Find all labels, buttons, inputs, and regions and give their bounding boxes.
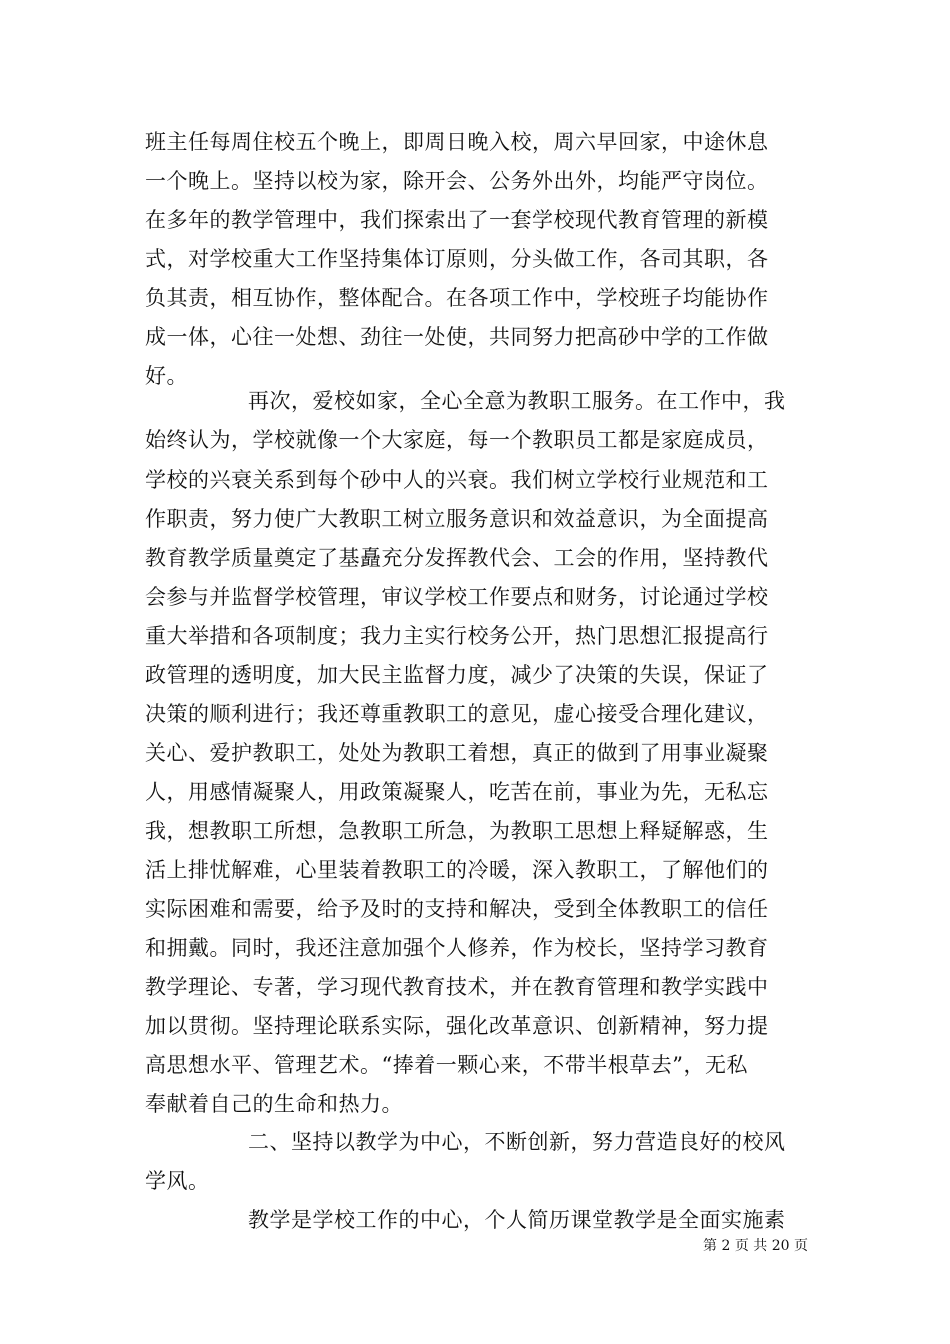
text-line: 决策的顺利进行；我还尊重教职工的意见，虚心接受合理化建议， [145,702,769,726]
text-line: 在多年的教学管理中，我们探索出了一套学校现代教育管理的新模 [145,208,769,232]
text-line: 教育教学质量奠定了基矗充分发挥教代会、工会的作用，坚持教代 [145,546,769,570]
text-line: 奉献着自己的生命和热力。 [145,1092,403,1116]
text-line: 始终认为，学校就像一个大家庭，每一个教职员工都是家庭成员， [145,428,769,452]
paragraph-start-line: 再次，爱校如家，全心全意为教职工服务。在工作中，我 [248,389,786,413]
text-line: 负其责，相互协作，整体配合。在各项工作中，学校班子均能协作 [145,286,769,310]
text-line: 会参与并监督学校管理，审议学校工作要点和财务，讨论通过学校 [145,585,769,609]
text-line: 班主任每周住校五个晚上，即周日晚入校，周六早回家，中途休息 [145,130,769,154]
text-line: 高思想水平、管理艺术。“捧着一颗心来，不带半根草去”，无私 [145,1053,748,1077]
text-line: 我，想教职工所想，急教职工所急，为教职工思想上释疑解惑，生 [145,819,769,843]
text-line: 作职责，努力使广大教职工树立服务意识和效益意识，为全面提高 [145,507,769,531]
text-line: 一个晚上。坚持以校为家，除开会、公务外出外，均能严守岗位。 [145,169,769,193]
text-line: 和拥戴。同时，我还注意加强个人修养，作为校长，坚持学习教育 [145,936,769,960]
text-line: 教学理论、专著，学习现代教育技术，并在教育管理和教学实践中 [145,975,769,999]
text-line: 实际困难和需要，给予及时的支持和解决，受到全体教职工的信任 [145,897,769,921]
text-line: 重大举措和各项制度；我力主实行校务公开，热门思想汇报提高行 [145,624,769,648]
text-line: 加以贯彻。坚持理论联系实际，强化改革意识、创新精神，努力提 [145,1014,769,1038]
section-heading-line: 学风。 [145,1169,210,1193]
text-line: 政管理的透明度，加大民主监督力度，减少了决策的失误，保证了 [145,663,769,687]
text-line: 成一体，心往一处想、劲往一处使，共同努力把高砂中学的工作做 [145,325,769,349]
text-line: 关心、爱护教职工，处处为教职工着想，真正的做到了用事业凝聚 [145,741,769,765]
text-line: 学校的兴衰关系到每个砂中人的兴衰。我们树立学校行业规范和工 [145,468,769,492]
text-line: 好。 [145,364,188,388]
text-line: 式，对学校重大工作坚持集体订原则，分头做工作，各司其职，各 [145,247,769,271]
text-line: 人，用感情凝聚人，用政策凝聚人，吃苦在前，事业为先，无私忘 [145,780,769,804]
paragraph-start-line: 教学是学校工作的中心，个人简历课堂教学是全面实施素 [248,1208,786,1232]
page-number-footer: 第 2 页 共 20 页 [703,1238,808,1254]
section-heading-line: 二、坚持以教学为中心，不断创新，努力营造良好的校风 [248,1130,786,1154]
text-line: 活上排忧解难，心里装着教职工的冷暖，深入教职工，了解他们的 [145,858,769,882]
